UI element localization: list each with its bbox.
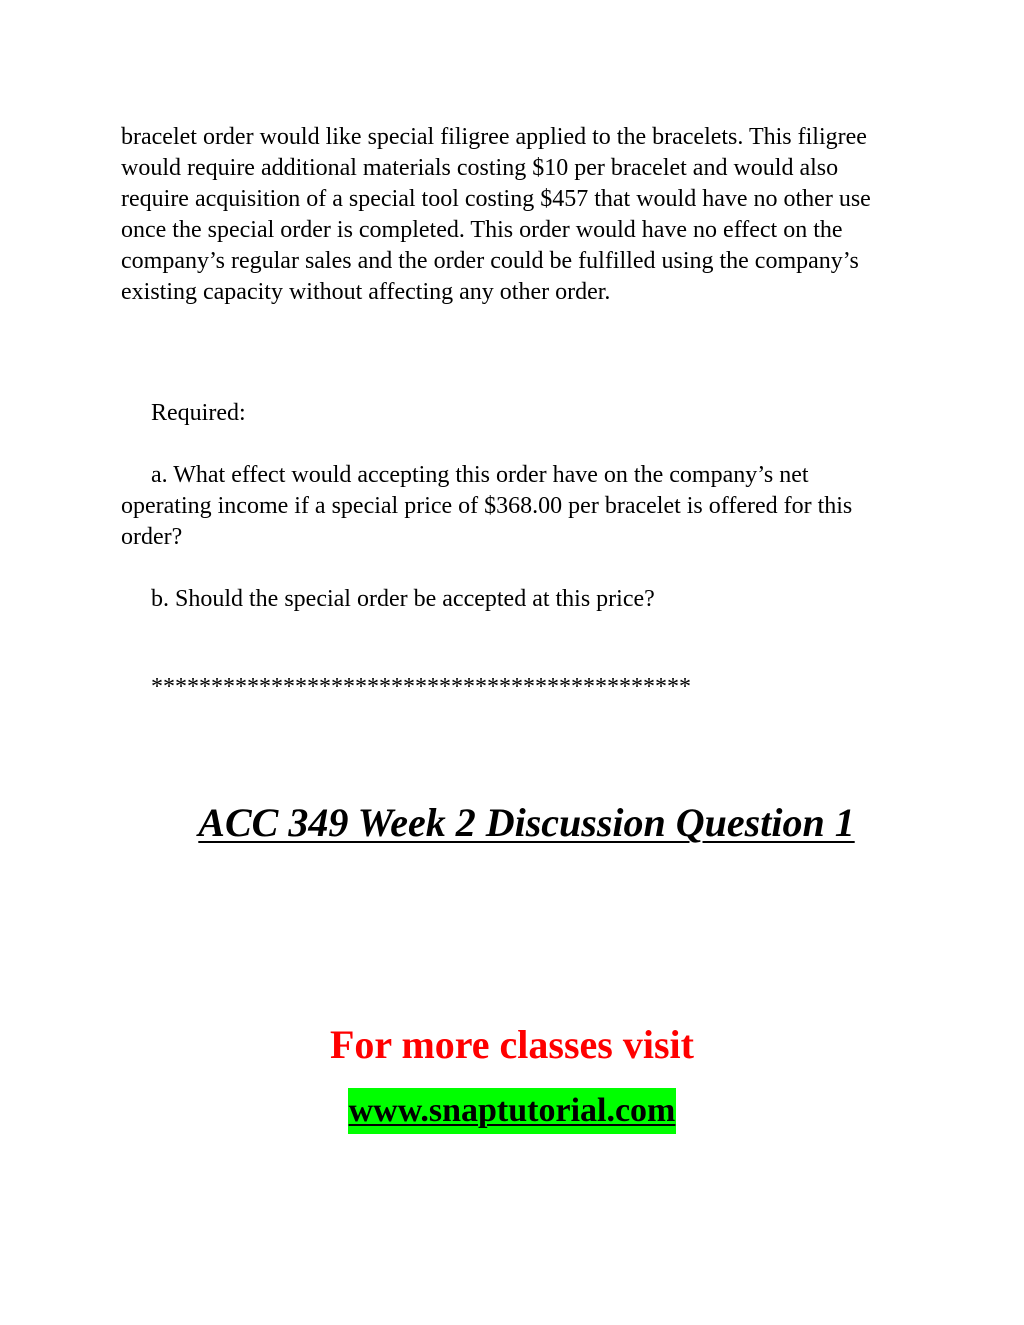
question-a: a. What effect would accepting this order have on the company’s net operating income if a special price of $368.00 per bracelet is offered for this order? [121,462,853,550]
question-b: b. Should the special order be accepted at this price? [151,586,655,612]
promo-link-container [0,1088,1024,1134]
promo-text: For more classes visit [329,1022,694,1067]
section-title: ACC 349 Week 2 Discussion Question 1 [198,800,855,845]
required-label: Required: [151,400,246,426]
intro-paragraph: bracelet order would like special filigree applied to the bracelets. This filigree would require additional materials costing $10 per bracelet and would also require acquisition of a special tool costing $457 that would have no other use once the special order is completed. This order would have no effect on the company’s regular sales and the order could be fulfilled using the company’s existing capacity without affecting any other order. [121,124,871,305]
separator-stars: ********************************************* [151,674,691,700]
website-link[interactable]: www.snaptutorial.com [348,1088,677,1134]
